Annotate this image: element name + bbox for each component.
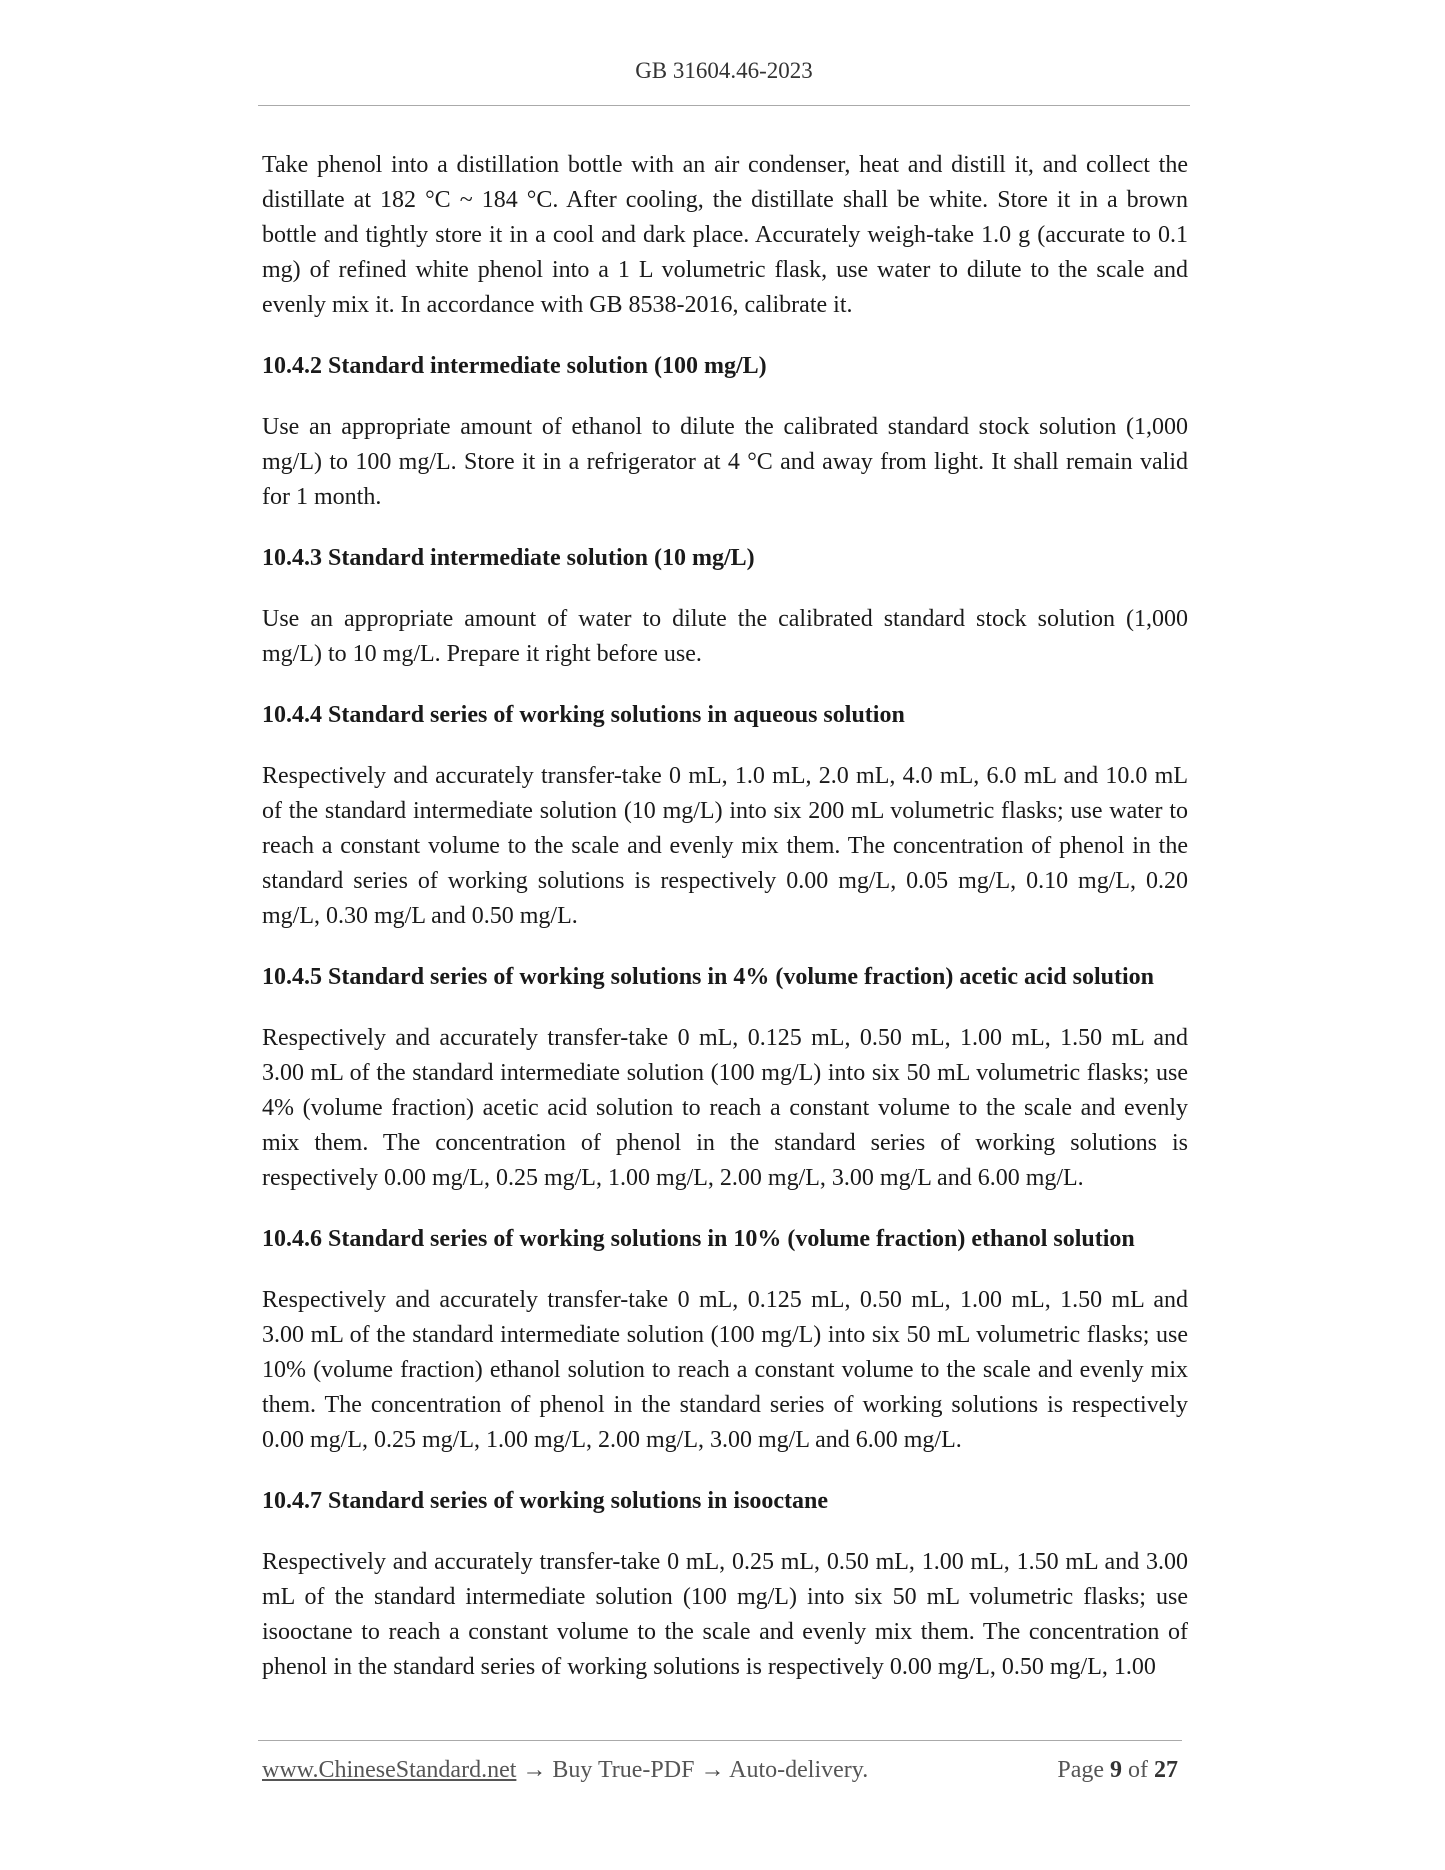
- buy-pdf-text: Buy True-PDF: [552, 1757, 695, 1783]
- paragraph-10-4-7: Respectively and accurately transfer-take 0 mL, 0.25 mL, 0.50 mL, 1.00 mL, 1.50 mL and 3.00 mL of the standard intermediate solution (100 mg/L) into six 50 mL volumetric flasks; use isooctane to reach a constant volume to the scale and evenly mix them. The concentration of phenol in the standard series of working solutions is respectively 0.00 mg/L, 0.50 mg/L, 1.00: [262, 1549, 1188, 1680]
- arrow-right-icon: →: [700, 1757, 725, 1783]
- arrow-right-icon: →: [522, 1757, 547, 1783]
- page-indicator: [1057, 1757, 1178, 1784]
- heading-10-4-5: 10.4.5 Standard series of working solutions in 4% (volume fraction) acetic acid solution: [262, 964, 1154, 990]
- heading-10-4-6: 10.4.6 Standard series of working solutions in 10% (volume fraction) ethanol solution: [262, 1226, 1135, 1252]
- page-of-label: of: [1128, 1757, 1148, 1783]
- paragraph-10-4-3: Use an appropriate amount of water to dilute the calibrated standard stock solution (1,000 mg/L) to 10 mg/L. Prepare it right before use.: [262, 606, 1188, 667]
- paragraph-10-4-6: Respectively and accurately transfer-take 0 mL, 0.125 mL, 0.50 mL, 1.00 mL, 1.50 mL and 3.00 mL of the standard intermediate solution (100 mg/L) into six 50 mL volumetric flasks; use 10% (volume fraction) ethanol solution to reach a constant volume to the scale and evenly mix them. The concentration of phenol in the standard series of working solutions is respectively 0.00 mg/L, 0.25 mg/L, 1.00 mg/L, 2.00 mg/L, 3.00 mg/L and 6.00 mg/L.: [262, 1287, 1188, 1453]
- paragraph-phenol-refinement: Take phenol into a distillation bottle with an air condenser, heat and distill it, and collect the distillate at 182 °C ~ 184 °C. After cooling, the distillate shall be white. Store it in a brown bottle and tightly store it in a cool and dark place. Accurately weigh-take 1.0 g (accurate to 0.1 mg) of refined white phenol into a 1 L volumetric flask, use water to dilute to the scale and evenly mix it. In accordance with GB 8538-2016, calibrate it.: [262, 152, 1188, 318]
- footer-promo: [262, 1757, 868, 1784]
- page-label: Page: [1057, 1757, 1104, 1783]
- page-current: 9: [1110, 1757, 1122, 1783]
- auto-delivery-text: Auto-delivery.: [729, 1757, 869, 1783]
- page-total: 27: [1154, 1757, 1178, 1783]
- website-link[interactable]: www.ChineseStandard.net: [262, 1757, 517, 1783]
- paragraph-10-4-4: Respectively and accurately transfer-take 0 mL, 1.0 mL, 2.0 mL, 4.0 mL, 6.0 mL and 10.0 mL of the standard intermediate solution (10 mg/L) into six 200 mL volumetric flasks; use water to reach a constant volume to the scale and evenly mix them. The concentration of phenol in the standard series of working solutions is respectively 0.00 mg/L, 0.05 mg/L, 0.10 mg/L, 0.20 mg/L, 0.30 mg/L and 0.50 mg/L.: [262, 763, 1188, 929]
- paragraph-10-4-2: Use an appropriate amount of ethanol to dilute the calibrated standard stock solution (1,000 mg/L) to 100 mg/L. Store it in a refrigerator at 4 °C and away from light. It shall remain valid for 1 month.: [262, 414, 1188, 510]
- heading-10-4-4: 10.4.4 Standard series of working solutions in aqueous solution: [262, 702, 905, 728]
- heading-10-4-7: 10.4.7 Standard series of working solutions in isooctane: [262, 1488, 829, 1514]
- document-code-header: GB 31604.46-2023: [635, 58, 813, 83]
- footer-divider: [258, 1740, 1182, 1741]
- header-divider: [258, 105, 1190, 106]
- document-body: [262, 148, 1188, 1711]
- paragraph-10-4-5: Respectively and accurately transfer-take 0 mL, 0.125 mL, 0.50 mL, 1.00 mL, 1.50 mL and 3.00 mL of the standard intermediate solution (100 mg/L) into six 50 mL volumetric flasks; use 4% (volume fraction) acetic acid solution to reach a constant volume to the scale and evenly mix them. The concentration of phenol in the standard series of working solutions is respectively 0.00 mg/L, 0.25 mg/L, 1.00 mg/L, 2.00 mg/L, 3.00 mg/L and 6.00 mg/L.: [262, 1025, 1188, 1191]
- heading-10-4-3: 10.4.3 Standard intermediate solution (10 mg/L): [262, 545, 755, 571]
- heading-10-4-2: 10.4.2 Standard intermediate solution (100 mg/L): [262, 353, 767, 379]
